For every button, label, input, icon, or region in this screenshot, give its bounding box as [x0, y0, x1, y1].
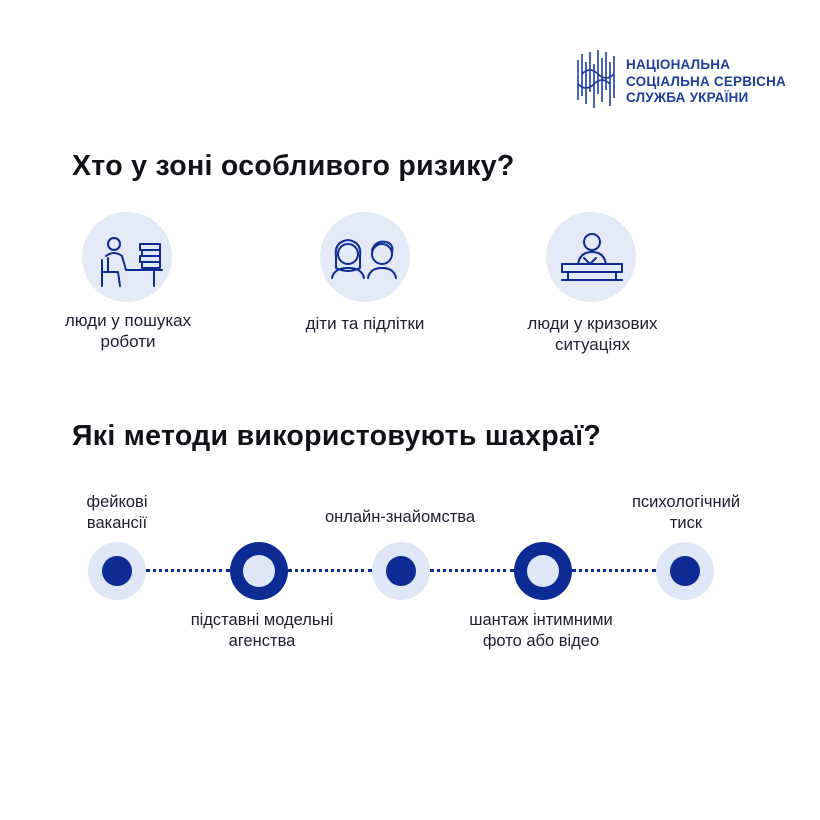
timeline-connector	[430, 569, 514, 572]
risk-label-line-1: люди у пошуках	[64, 311, 192, 330]
method-label	[300, 507, 500, 528]
risk-label-line-2: ситуаціях	[555, 335, 630, 354]
logo-line-3: СЛУЖБА УКРАЇНИ	[626, 90, 749, 105]
risk-label-line-1: діти та підлітки	[305, 314, 425, 333]
method-label-line-1: підставні модельні	[190, 611, 334, 629]
method-label-line-1: фейкові	[86, 493, 148, 511]
nssu-logo-icon	[574, 44, 618, 114]
job-seeker-desk-icon	[82, 212, 172, 302]
timeline-connector	[572, 569, 656, 572]
timeline-node-2	[230, 542, 288, 600]
risk-item-label	[38, 310, 218, 352]
risk-section-title: Хто у зоні особливого ризику?	[72, 150, 515, 182]
risk-icon-circle	[546, 212, 636, 302]
method-label-line-2: агенства	[228, 632, 296, 650]
timeline-node-5	[656, 542, 714, 600]
timeline-node-1	[88, 542, 146, 600]
method-label-line-1: онлайн-знайомства	[324, 508, 476, 526]
logo-line-1: НАЦІОНАЛЬНА	[626, 57, 731, 72]
timeline-connector	[146, 569, 230, 572]
method-label-line-2: вакансії	[86, 514, 148, 532]
timeline-node-4	[514, 542, 572, 600]
methods-section-title: Які методи використовують шахраї?	[72, 420, 602, 452]
nssu-logo-text	[626, 57, 786, 107]
method-label	[436, 610, 646, 652]
method-label-line-2: тиск	[669, 514, 703, 532]
risk-item-label	[280, 313, 450, 334]
method-label	[162, 610, 362, 652]
timeline-connector	[288, 569, 372, 572]
risk-item-label	[505, 313, 680, 355]
method-label-line-1: психологічний	[631, 493, 741, 511]
person-crisis-icon	[546, 212, 636, 302]
method-label	[606, 492, 766, 534]
children-icon	[320, 212, 410, 302]
method-label-line-2: фото або відео	[482, 632, 600, 650]
method-label	[57, 492, 177, 534]
risk-label-line-2: роботи	[100, 332, 156, 351]
logo-line-2: СОЦІАЛЬНА СЕРВІСНА	[626, 73, 786, 89]
risk-label-line-1: люди у кризових	[527, 314, 658, 333]
risk-icon-circle	[320, 212, 410, 302]
method-label-line-1: шантаж інтимними	[469, 611, 613, 629]
timeline-node-3	[372, 542, 430, 600]
risk-icon-circle	[82, 212, 172, 302]
